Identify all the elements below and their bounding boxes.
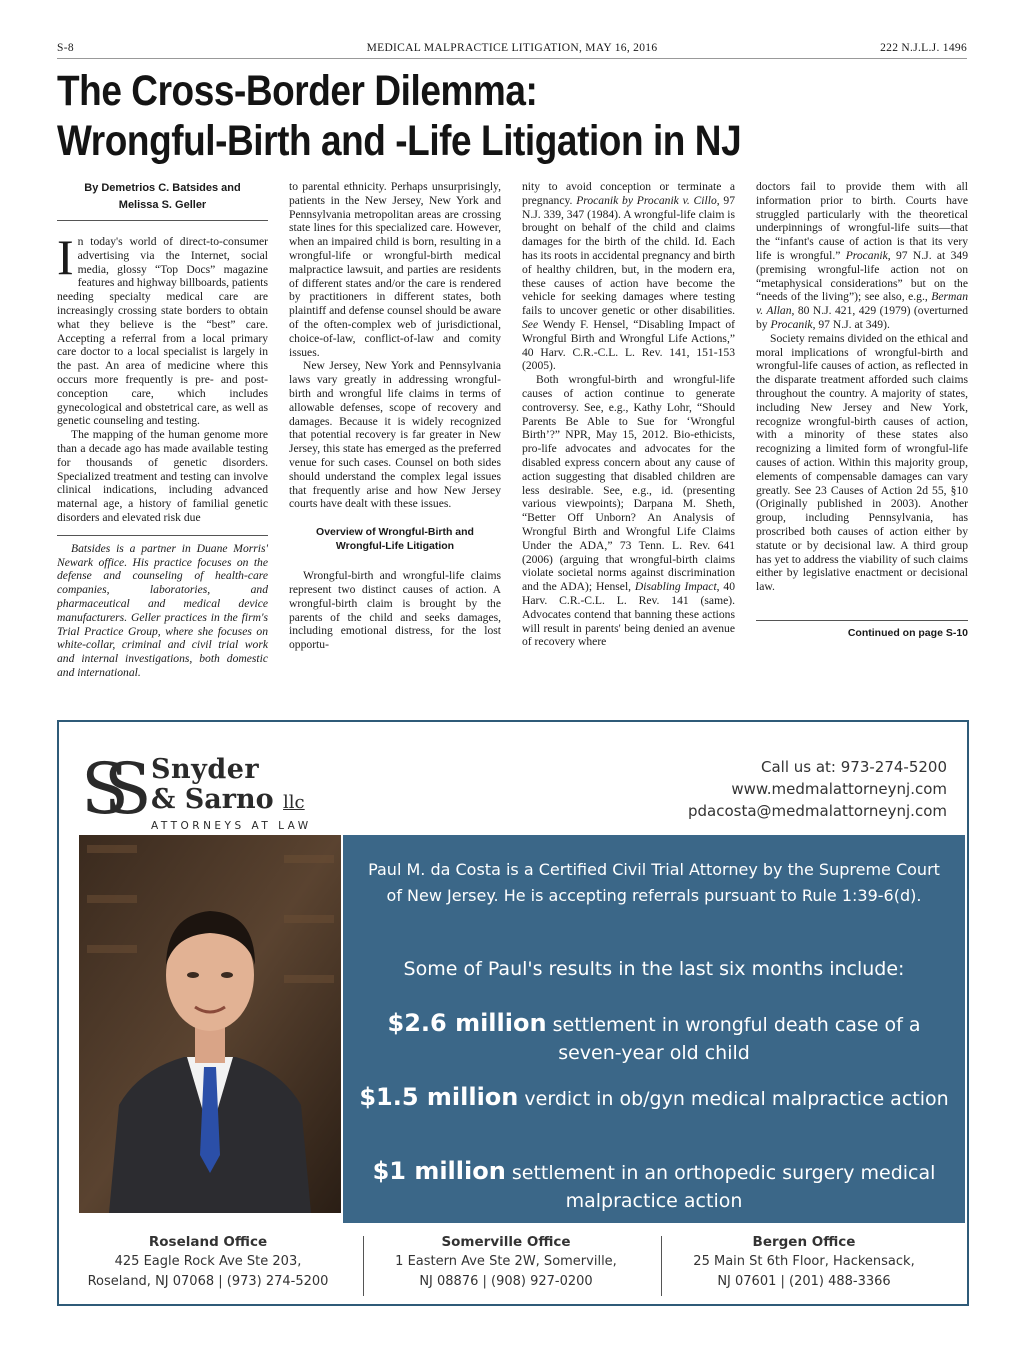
contact-block bbox=[688, 756, 947, 822]
continued-link[interactable]: Continued on page S-10 bbox=[756, 620, 968, 641]
publication-line: MEDICAL MALPRACTICE LITIGATION, MAY 16, 2016 bbox=[366, 42, 658, 54]
logo-name-snyder: Snyder bbox=[151, 754, 260, 785]
paragraph: The mapping of the human genome more than a decade ago has made available testing for thousands of genetic disorders. Specialized treatment and testing can involve clinical indications, including advanced maternal age, a history of familial genetic disorders and elevated risk due bbox=[57, 428, 268, 524]
article-column-1 bbox=[57, 180, 268, 680]
office-roseland: Roseland Office 425 Eagle Rock Ave Ste 203, Roseland, NJ 07068 | (973) 274-5200 bbox=[87, 1234, 329, 1289]
result-item: $2.6 million settlement in wrongful death case of a seven-year old child bbox=[387, 1009, 921, 1064]
paragraph: Society remains divided on the ethical and moral implications of wrongful-birth and wrongful-life causes of action, as reflected in the disparate treatment afforded such claims throughout the country. A majority of states, including New Jersey and New York, recognize wrongful-birth causes of action, with a minority of these states also recognizing a limited form of wrongful-life causes of action. Within this majority group, elements of compensable damages can vary greatly. See 23 Causes of Action 2d 55, §10 (Originally published in 2003). Another group, including Pennsylvania, has proscribed both causes of action either by statute or by decisional law. A third group has yet to address the viability of such claims either by legislative enactment or decisional law. bbox=[756, 331, 968, 594]
email-link[interactable]: pdacosta@medmalattorneynj.com bbox=[687, 802, 947, 820]
phone-number[interactable]: Call us at: 973-274-5200 bbox=[760, 758, 947, 776]
section-subhead: Overview of Wrongful-Birth and Wrongful-Life Litigation bbox=[316, 526, 474, 553]
page-number: S-8 bbox=[57, 42, 74, 54]
headline-line-2: Wrongful-Birth and -Life Litigation in NJ bbox=[57, 117, 742, 165]
attorney-intro: Paul M. da Costa is a Certified Civil Trial Attorney by the Supreme Court of New Jersey. He is accepting referrals pursuant to Rule 1:39-6(d). bbox=[368, 860, 940, 905]
running-head bbox=[57, 42, 967, 59]
article-headline bbox=[57, 66, 840, 166]
paragraph: nity to avoid conception or terminate a pregnancy. Procanik by Procanik v. Cillo, 97 N.J. 339, 347 (1984). A wrongful-life claim is brought on behalf of the child and claims damages for the birth of the child. Id. Each has its roots in accidental pregnancy and birth of healthy children, but, in the modern era, these causes of action have become the vehicle for seeking damages where testing fails to uncover genetic or other disabilities. See Wendy F. Hensel, “Disabling Impact of Wrongful Birth and Wrongful Life Actions,” 40 Harv. C.R.-C.L. L. Rev. 141, 151-153 (2005). bbox=[522, 180, 736, 373]
paragraph: doctors fail to provide them with all information prior to birth. Courts have struggled particularly with the theoretical underpinnings of wrongful-life suits—that the “infant's cause of action is that its very life is wrongful.” Procanik, 97 N.J. at 349 (premising wrongful-life action not on “metaphysical considerations” but on the “needs of the living”); see also, e.g., Berman v. Allan, 80 N.J. 421, 429 (1979) (overturned by Procanik, 97 N.J. at 349). bbox=[756, 180, 968, 331]
article-column-3 bbox=[522, 180, 735, 649]
article-column-4 bbox=[756, 180, 968, 641]
citation: 222 N.J.L.J. 1496 bbox=[880, 42, 967, 54]
logo-monogram: SS bbox=[81, 748, 128, 830]
attorney-photo bbox=[79, 835, 341, 1213]
drop-cap: I bbox=[57, 229, 74, 285]
results-heading: Some of Paul's results in the last six months include: bbox=[403, 958, 905, 980]
paragraph: Wrongful-birth and wrongful-life claims represent two distinct causes of action. A wrongful-birth claim is brought by the parents of the child and seeks damages, including emotional distress, for the lost opportu- bbox=[289, 569, 501, 652]
law-firm-advertisement bbox=[57, 720, 969, 1306]
article-column-2 bbox=[289, 180, 501, 652]
paragraph: New Jersey, New York and Pennsylvania laws vary greatly in addressing wrongful-birth and wrongful life claims in terms of allowable defenses, scope of recovery and damages. Because it is widely recognized that potential recovery is far greater in New Jersey, this state has emerged as the preferred venue for such cases. Counsel on both sides should understand the complex legal issues that frequently arise and how New Jersey courts have dealt with these issues. bbox=[289, 359, 501, 511]
headline-line-1: The Cross-Border Dilemma: bbox=[57, 67, 538, 115]
byline bbox=[57, 180, 268, 221]
bio-paragraph: Batsides is a partner in Duane Morris' Newark office. His practice focuses on the defense and counseling of health-care companies, laboratories, and pharmaceutical and medical device manufacturers. Geller practices in the firm's Trial Practice Group, where she focuses on white-collar, criminal and civil trial work and internal investigations, both domestic and international. bbox=[57, 541, 268, 679]
firm-logo bbox=[81, 750, 341, 835]
logo-name-sarno: & Sarno llc bbox=[151, 784, 305, 815]
result-item: $1.5 million verdict in ob/gyn medical malpractice action bbox=[359, 1083, 949, 1111]
results-panel bbox=[343, 835, 965, 1223]
office-somerville: Somerville Office 1 Eastern Ave Ste 2W, Somerville, NJ 08876 | (908) 927-0200 bbox=[395, 1234, 617, 1289]
paragraph: to parental ethnicity. Perhaps unsurprisingly, patients in the New Jersey, New York and Pennsylvania metropolitan areas are crossing state lines for this specialized care. However, when an impaired child is born, resulting in a wrongful-life or wrongful-birth medical malpractice lawsuit, and parties are residents of different states and/or the care is rendered by practitioners in different states, both plaintiff and defense counsel should be aware of the often-complex web of jurisdictional, choice-of-law, conflict-of-law and comity issues. bbox=[289, 180, 501, 359]
paragraph: In today's world of direct-to-consumer advertising via the Internet, social media, glossy “Top Docs” magazine features and highway billboards, patients needing specialty medical care are increasingly crossing state borders to obtain what they believe is the “best” care. Accepting a referral from a local primary care doctor to a local specialist is largely in the past. An area of medicine where this occurs more frequently is pre- and post-conception care, which includes gynecological and obstetrical care, as well as genetic counseling and testing. bbox=[57, 229, 268, 428]
paragraph: Both wrongful-birth and wrongful-life causes of action continue to generate controversy. See, e.g., Kathy Lohr, “Should Parents Be Able to Sue for ‘Wrongful Birth’?” NPR, May 15, 2012. Bio-ethicists, pro-life advocates and advocates for the disabled express concern about any cause of action suggesting that disabled children are less desirable. See, e.g., id. (presenting various viewpoints); Darpana M. Sheth, “Better Off Unborn? An Analysis of Wrongful Birth and Wrongful Life Claims Under the ADA,” 73 Tenn. L. Rev. 641 (2006) (arguing that wrongful-birth claims violate societal norms against discrimination and the ADA); Hensel, Disabling Impact, 40 Harv. C.R.-C.L. L. Rev. 141 (same). Advocates contend that banning these actions will result in parents' being denied an avenue of recovery where bbox=[522, 373, 735, 649]
website-link[interactable]: www.medmalattorneynj.com bbox=[731, 780, 947, 798]
logo-tagline: ATTORNEYS AT LAW bbox=[151, 820, 312, 832]
office-locations bbox=[59, 1232, 967, 1296]
byline-line-2: Melissa S. Geller bbox=[118, 199, 207, 211]
author-bio bbox=[57, 535, 268, 680]
byline-line-1: By Demetrios C. Batsides and bbox=[84, 182, 241, 194]
office-bergen: Bergen Office 25 Main St 6th Floor, Hackensack, NJ 07601 | (201) 488-3366 bbox=[693, 1234, 915, 1289]
result-item: $1 million settlement in an orthopedic surgery medical malpractice action bbox=[372, 1157, 936, 1212]
